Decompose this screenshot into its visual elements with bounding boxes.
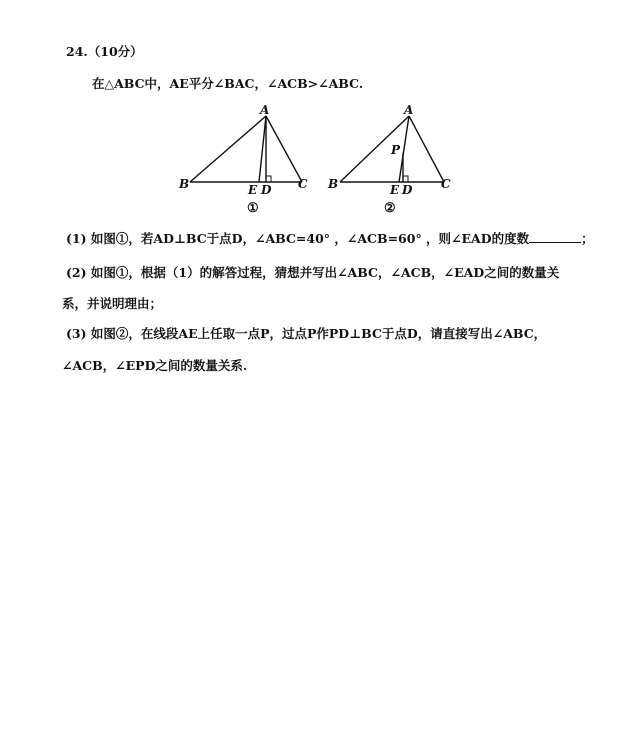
part-3-line-1: (3) 如图②，在线段AE上任取一点P，过点P作PD⊥BC于点D，请直接写出∠ABC， — [66, 326, 547, 341]
fig2-label-p: P — [391, 143, 401, 157]
answer-blank[interactable] — [529, 230, 581, 243]
fig1-label-a: A — [260, 104, 270, 117]
fig2-label-c: C — [441, 177, 451, 191]
figure-1-labels — [178, 104, 308, 216]
fig1-right-angle-mark — [266, 176, 271, 182]
part-1-text: (1) 如图①，若AD⊥BC于点D，∠ABC=40° ，∠ACB=60° ，则∠EAD的度数 — [66, 231, 530, 246]
part-1-tail: ； — [581, 231, 594, 246]
fig2-segment-ac — [409, 116, 444, 182]
part-1 — [66, 230, 594, 247]
fig1-label-c: C — [298, 177, 308, 191]
part-3-line-2: ∠ACB，∠EPD之间的数量关系. — [62, 358, 248, 373]
figure-1 — [190, 116, 302, 182]
fig2-right-angle-mark — [403, 176, 408, 182]
fig2-caption: ② — [384, 201, 396, 216]
fig1-label-d: D — [261, 183, 272, 197]
part-2-line-2: 系，并说明理由； — [62, 296, 163, 311]
fig2-label-b: B — [328, 177, 339, 191]
fig2-segment-ae — [399, 116, 409, 182]
fig1-label-b: B — [179, 177, 190, 191]
fig1-segment-ab — [190, 116, 266, 182]
fig1-segment-ae — [259, 116, 266, 182]
question-intro: 在△ABC中，AE平分∠BAC，∠ACB>∠ABC. — [92, 76, 364, 91]
geometry-figures — [175, 104, 475, 222]
fig2-label-d: D — [402, 183, 413, 197]
question-number: 24.（10分） — [66, 44, 143, 59]
fig1-segment-ac — [266, 116, 302, 182]
fig1-label-e: E — [248, 183, 258, 197]
fig1-caption: ① — [247, 201, 259, 216]
fig2-label-a: A — [404, 104, 414, 117]
fig2-label-e: E — [390, 183, 400, 197]
part-2-line-1: (2) 如图①，根据（1）的解答过程，猜想并写出∠ABC，∠ACB，∠EAD之间的数量关 — [66, 265, 560, 280]
